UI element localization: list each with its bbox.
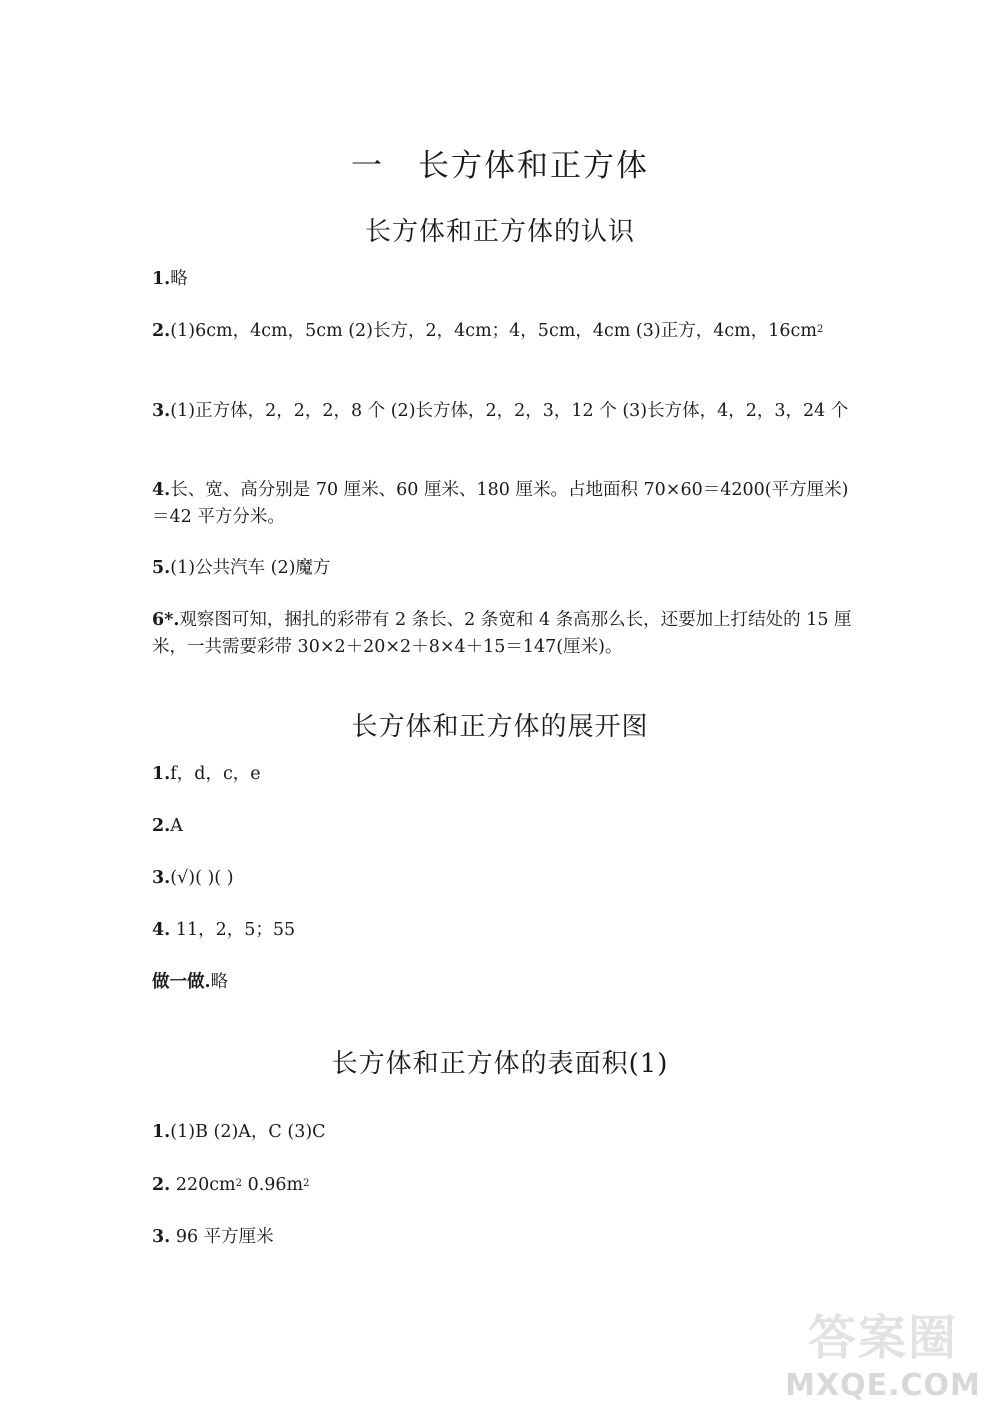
answer-item [152,555,852,582]
item-text: (√)( )( ) [170,868,234,888]
item-text: 0.96m [242,1175,304,1195]
answer-item [152,1172,852,1199]
item-text: (1)公共汽车 (2)魔方 [170,558,331,578]
item-text: 11，2，5；55 [170,920,296,940]
item-text: (1)6cm，4cm，5cm (2)长方，2，4cm；4，5cm，4cm (3)正方，4cm，16cm [170,321,817,341]
item-number: 3. [152,868,171,888]
item-number: 4. [152,480,171,500]
item-text: 略 [210,972,229,992]
item-number: 1. [152,269,171,289]
superscript: 2 [235,1178,243,1189]
section-title-nets: 长方体和正方体的展开图 [351,712,649,742]
item-number: 1. [152,764,171,784]
chapter-name: 长方体和正方体 [418,148,649,184]
answer-item [152,1119,852,1146]
answer-item [152,607,852,661]
superscript: 2 [816,324,824,335]
superscript: 2 [303,1178,310,1189]
item-text: A [170,816,183,836]
answer-item [152,266,852,293]
answer-item [152,477,852,531]
item-number: 2. [152,321,171,341]
answer-item [152,865,852,892]
item-text: f，d，c，e [170,764,261,784]
answer-item [152,1224,852,1251]
item-text: 略 [170,269,188,289]
answer-item [152,917,852,944]
chapter-number: 一 [351,148,384,184]
answer-item [152,969,852,996]
answer-item [152,398,852,425]
watermark-logo [778,1299,988,1407]
item-number: 做一做. [152,972,211,992]
item-number: 1. [152,1122,171,1142]
answer-item [152,318,852,345]
item-number: 4. [152,920,171,940]
item-text: 长、宽、高分别是 70 厘米、60 厘米、180 厘米。占地面积 70×60＝4200(平方厘米)＝42 平方分米。 [152,480,849,527]
item-number: 3. [152,401,171,421]
item-text: 观察图可知，捆扎的彩带有 2 条长、2 条宽和 4 条高那么长，还要加上打结处的 15 厘米，一共需要彩带 30×2＋20×2＋8×4＋15＝147(厘米)。 [152,610,852,657]
item-text: 96 平方厘米 [170,1227,274,1247]
watermark-url: MXQE.COM [785,1368,981,1403]
item-number: 5. [152,558,171,578]
item-number: 3. [152,1227,171,1247]
item-number: 2. [152,1175,171,1195]
item-text: (1)正方体，2，2，2，8 个 (2)长方体，2，2，3，12 个 (3)长方体，4，2，3，24 个 [170,401,849,421]
section-title-recognition: 长方体和正方体的认识 [364,217,635,247]
answer-item [152,813,852,840]
answer-item [152,761,852,788]
item-number: 2. [152,816,171,836]
section-title-surface-area: 长方体和正方体的表面积(1) [331,1049,669,1079]
item-text: 220cm [170,1175,236,1195]
chapter-title [0,140,1000,185]
item-number: 6*. [152,610,180,630]
watermark-text: 答案圈 [807,1310,958,1366]
item-text: (1)B (2)A，C (3)C [170,1122,326,1142]
